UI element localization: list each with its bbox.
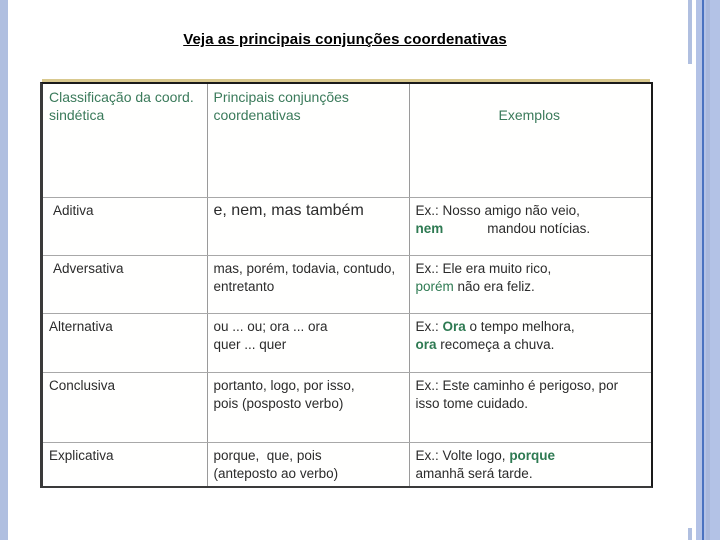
row-example: [409, 256, 651, 314]
example-text: Ex.:: [415, 319, 443, 334]
example-highlight: nem: [415, 221, 444, 236]
example-text: recomeça a chuva.: [436, 337, 555, 352]
row-conjunctions: e, nem, mas também: [207, 198, 409, 256]
row-classification: Alternativa: [43, 314, 207, 373]
table-row: [43, 256, 651, 314]
table-row: [43, 373, 651, 443]
example-highlight: porque: [509, 448, 556, 463]
conjunctions-table: [40, 82, 653, 488]
example-text: Ex.: Ele era muito rico,: [415, 261, 552, 276]
table-header-row: [43, 84, 651, 198]
table-row: [43, 443, 651, 487]
row-example: [409, 198, 651, 256]
row-classification: Aditiva: [43, 198, 207, 256]
example-text: não era feliz.: [453, 279, 535, 294]
row-classification: Explicativa: [43, 443, 207, 487]
slide-edge-left-bar: [0, 0, 8, 540]
row-example: [409, 443, 651, 487]
example-text: amanhã será tarde.: [415, 466, 533, 481]
conjunctions-line: quer ... quer: [213, 337, 287, 352]
table-row: [43, 198, 651, 256]
example-text: mandou notícias.: [487, 221, 591, 236]
row-conjunctions: mas, porém, todavia, contudo, entretanto: [207, 256, 409, 314]
example-highlight: Ora: [442, 319, 466, 334]
row-conjunctions: [207, 443, 409, 487]
conjunctions-line: pois (posposto verbo): [213, 396, 344, 411]
header-conjunctions: Principais conjunções coordenativas: [207, 84, 409, 198]
header-classification: Classificação da coord. sindética: [43, 84, 207, 198]
example-highlight: porém: [415, 279, 454, 294]
row-classification: Adversativa: [43, 256, 207, 314]
header-examples: Exemplos: [409, 84, 651, 198]
conjunctions-line: (anteposto ao verbo): [213, 466, 339, 481]
slide-edge-right-thin-bar-bottom: [688, 528, 692, 540]
row-conjunctions: [207, 373, 409, 443]
conjunctions-line: ou ... ou; ora ... ora: [213, 319, 328, 334]
example-text: o tempo melhora,: [465, 319, 575, 334]
example-text: Ex.: Nosso amigo não veio,: [415, 203, 580, 218]
conjunctions-line: porque, que, pois: [213, 448, 322, 463]
example-text: Ex.: Volte logo,: [415, 448, 510, 463]
slide-edge-right-shade: [706, 0, 710, 540]
slide-edge-right-line: [702, 0, 704, 540]
conjunctions-line: portanto, logo, por isso,: [213, 378, 355, 393]
row-classification: Conclusiva: [43, 373, 207, 443]
page-title: Veja as principais conjunções coordenativas: [183, 31, 507, 48]
example-highlight: ora: [415, 337, 437, 352]
row-example: Ex.: Este caminho é perigoso, por isso tome cuidado.: [409, 373, 651, 443]
table-row: [43, 314, 651, 373]
row-example: [409, 314, 651, 373]
row-conjunctions: [207, 314, 409, 373]
